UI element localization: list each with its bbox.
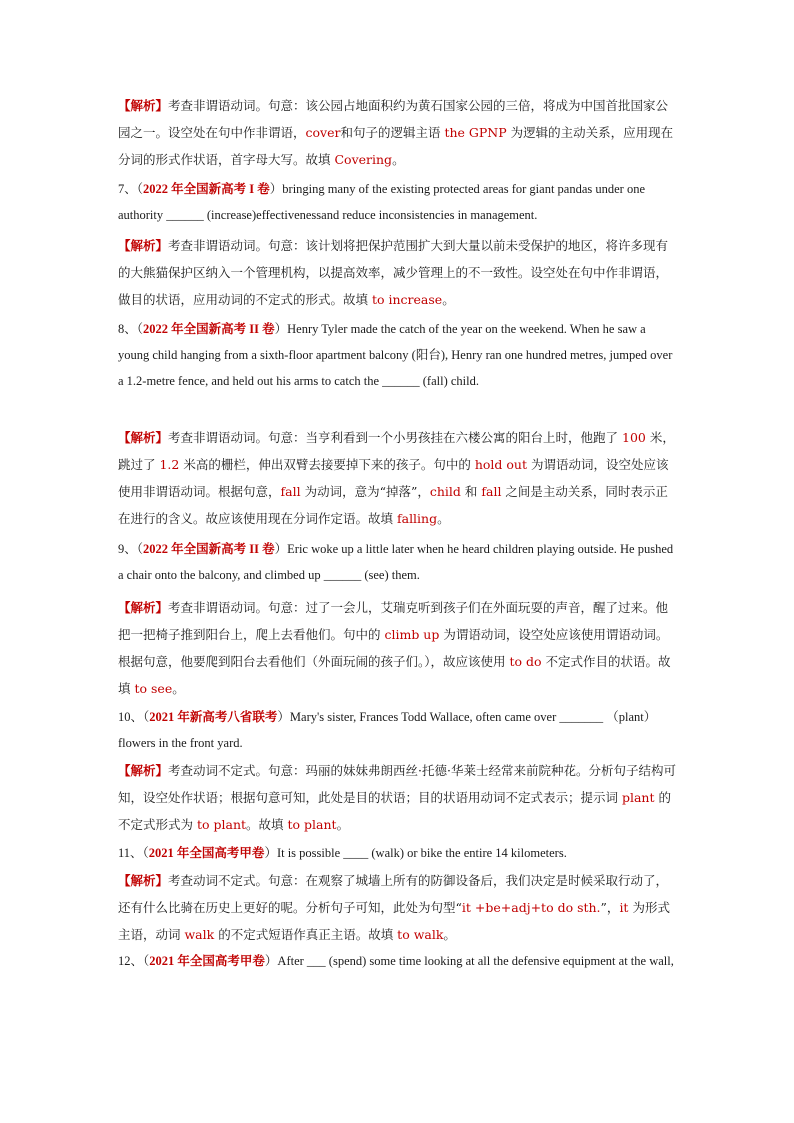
question-number: 7、（ — [118, 182, 144, 196]
highlight-text: to increase — [371, 292, 443, 307]
highlight-text: fall — [481, 484, 502, 499]
highlight-text: plant — [621, 790, 655, 805]
highlight-text: to plant — [196, 817, 247, 832]
analysis-tag: 【解析】 — [118, 873, 169, 888]
analysis-tag: 【解析】 — [118, 238, 169, 253]
question-number: 10、（ — [118, 710, 150, 724]
body-text: 为谓语动词，设空处应该使用非谓语动词。根据句意， — [118, 457, 669, 499]
body-text: 为逻辑的主动关系，应用现在分词的形式作状语，首字母大写。故填 — [118, 125, 674, 167]
question-10 — [118, 704, 678, 756]
question-source-close: ） — [277, 710, 290, 724]
question-source: 2022 年全国新高考 I 卷 — [143, 182, 270, 196]
analysis-block — [118, 92, 678, 173]
body-text: 米高的栅栏，伸出双臂去接要掉下来的孩子。句中的 — [179, 457, 475, 472]
highlight-text: the GPNP — [444, 125, 507, 140]
body-text: 。 — [392, 152, 405, 167]
question-source-close: ） — [274, 322, 288, 336]
question-7 — [118, 176, 678, 228]
body-text: Eric woke up a little later when he heard children playing outside. He pushed a chair onto the balcony, and climbed up ______ (see) them. — [118, 542, 674, 582]
body-text: 。 — [336, 817, 350, 832]
body-text: ”， — [600, 900, 620, 915]
analysis-block — [118, 594, 678, 702]
body-text: 考查动词不定式。句意：玛丽的妹妹弗朗西丝·托德·华莱士经常来前院种花。分析句子结构可知，设空处作状语；根据句意可知，此处是目的状语；目的状语用动词不定式表示；提示词 — [118, 763, 676, 805]
analysis-tag: 【解析】 — [118, 600, 169, 615]
highlight-text: 1.2 — [159, 457, 180, 472]
analysis-block — [118, 867, 678, 948]
question-source: 2021 年新高考八省联考 — [149, 710, 278, 724]
body-text: Mary's sister, Frances Todd Wallace, often came over _______ （plant）flowers in the front yard. — [118, 710, 657, 750]
body-text: bringing many of the existing protected areas for giant pandas under one authority ______ (increase)effectivenessand reduce inconsistencies in management. — [118, 182, 646, 222]
highlight-text: Covering — [334, 152, 393, 167]
body-text: 为形式主语，动词 — [118, 900, 670, 942]
highlight-text: fall — [280, 484, 301, 499]
body-text: 米，跳过了 — [118, 430, 675, 472]
question-number: 12、（ — [118, 954, 150, 968]
question-source: 2022 年全国新高考 II 卷 — [143, 322, 275, 336]
question-9 — [118, 536, 678, 588]
question-source-close: ） — [269, 182, 283, 196]
analysis-tag: 【解析】 — [118, 98, 169, 113]
question-source: 2022 年全国新高考 II 卷 — [143, 542, 275, 556]
body-text: 为谓语动词，设空处应该使用谓语动词。根据句意，他要爬到阳台去看他们（外面玩闹的孩子们。），故应该使用 — [118, 627, 669, 669]
analysis-tag: 【解析】 — [118, 430, 169, 445]
question-source-close: ） — [264, 846, 277, 860]
body-text: After ___ (spend) some time looking at all the defensive equipment at the wall, — [277, 954, 674, 968]
highlight-text: falling — [396, 511, 438, 526]
highlight-text: child — [429, 484, 461, 499]
question-source: 2021 年全国高考甲卷 — [149, 954, 265, 968]
question-number: 8、（ — [118, 322, 144, 336]
analysis-block — [118, 757, 678, 838]
question-source-close: ） — [274, 542, 288, 556]
body-text: 的不定式形式为 — [118, 790, 671, 832]
highlight-text: to see — [134, 681, 173, 696]
body-text: 。 — [172, 681, 185, 696]
body-text: 和句子的逻辑主语 — [340, 125, 445, 140]
body-text: Henry Tyler made the catch of the year on the weekend. When he saw a young child hanging from a sixth-floor apartment balcony (阳台), Henry ran one hundred metres, jumped over a 1.2-metre fence, and held out his arms to catch the ______ (fall) child. — [118, 322, 673, 388]
question-source-close: ） — [264, 954, 278, 968]
highlight-text: to do — [509, 654, 542, 669]
highlight-text: 100 — [622, 430, 646, 445]
highlight-text: walk — [184, 927, 215, 942]
body-text: 。 — [437, 511, 450, 526]
question-11 — [118, 840, 678, 866]
analysis-block — [118, 424, 678, 532]
body-text: 考查非谓语动词。句意：过了一会儿，艾瑞克听到孩子们在外面玩耍的声音，醒了过来。他把一把椅子推到阳台上，爬上去看他们。句中的 — [118, 600, 669, 642]
body-text: 为动词，意为“掉落”， — [300, 484, 430, 499]
body-text: 的不定式短语作真正主语。故填 — [214, 927, 398, 942]
body-text: 考查非谓语动词。句意：该计划将把保护范围扩大到大量以前未受保护的地区，将许多现有的大熊猫保护区纳入一个管理机构，以提高效率，减少管理上的不一致性。设空处在句中作非谓语，做目的状语，应用动词的不定式的形式。故填 — [118, 238, 669, 307]
body-text: 。 — [442, 292, 455, 307]
body-text: 不定式作目的状语。故填 — [118, 654, 671, 696]
body-text: It is possible ____ (walk) or bike the entire 14 kilometers. — [276, 846, 567, 860]
highlight-text: to plant — [287, 817, 337, 832]
question-source: 2021 年全国高考甲卷 — [148, 846, 265, 860]
question-8 — [118, 316, 678, 394]
body-text: 和 — [460, 484, 482, 499]
body-text: 考查动词不定式。句意：在观察了城墙上所有的防御设备后，我们决定是时候采取行动了，还有什么比骑在历史上更好的呢。分析句子可知，此处为句型“ — [118, 873, 669, 915]
question-number: 9、（ — [118, 542, 144, 556]
body-text: 。故填 — [246, 817, 288, 832]
body-text: 。 — [443, 927, 456, 942]
body-text: 之间是主动关系，同时表示正在进行的含义。故应该使用现在分词作定语。故填 — [118, 484, 668, 526]
highlight-text: it — [619, 900, 629, 915]
highlight-text: it +be+adj+to do sth. — [461, 900, 601, 915]
highlight-text: hold out — [474, 457, 527, 472]
question-number: 11、（ — [118, 846, 149, 860]
highlight-text: cover — [305, 125, 341, 140]
question-12 — [118, 948, 678, 974]
highlight-text: to walk — [397, 927, 444, 942]
highlight-text: climb up — [384, 627, 440, 642]
analysis-block — [118, 232, 678, 313]
body-text: 考查非谓语动词。句意：该公园占地面积约为黄石国家公园的三倍，将成为中国首批国家公园之一。设空处在句中作非谓语， — [118, 98, 669, 140]
analysis-tag: 【解析】 — [118, 763, 169, 778]
body-text: 考查非谓语动词。句意：当亨利看到一个小男孩挂在六楼公寓的阳台上时，他跑了 — [168, 430, 622, 445]
